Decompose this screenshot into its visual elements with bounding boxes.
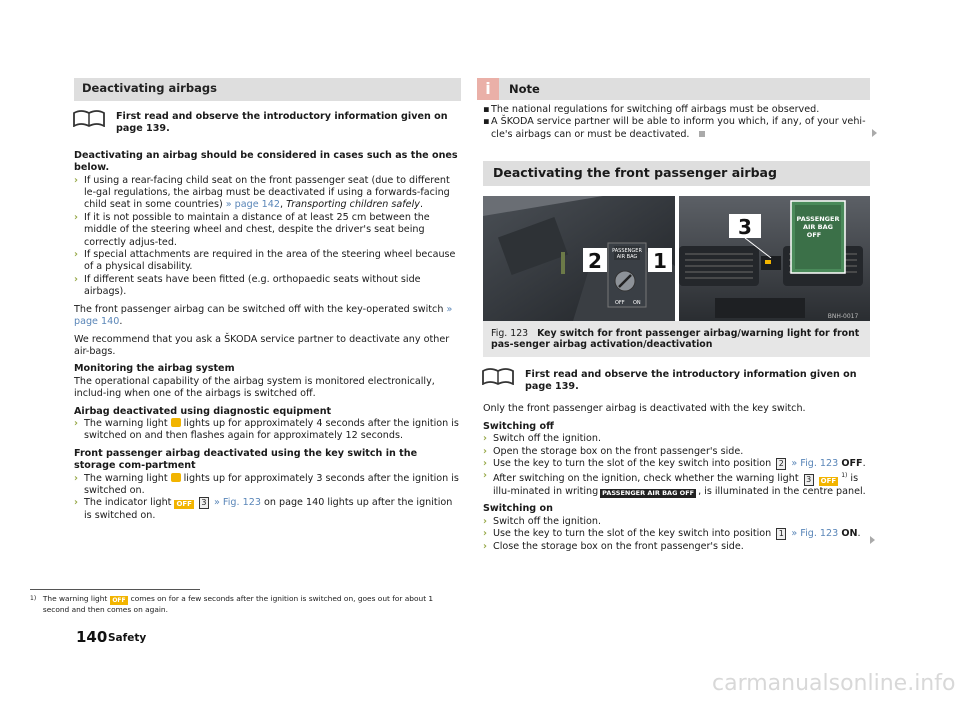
list-item: › If using a rear-facing child seat on the front passenger seat (due to different le-gal regulations, the airbag must be deactivated if using a forwards-facing child seat in some countries) » page 142, Transporting children safely. xyxy=(74,174,450,211)
switch-on-heading: Switching on xyxy=(483,503,553,515)
figure-caption: Fig. 123 Key switch for front passenger airbag/warning light for front pas-senger airbag activation/deactivation xyxy=(483,321,870,357)
airbag-warning-icon xyxy=(171,473,181,482)
figure-code: BNH-0017 xyxy=(827,312,859,320)
callout-2: 2 xyxy=(588,248,602,273)
switch-off-label: OFF xyxy=(615,299,625,306)
figure-link[interactable]: » Fig. 123 xyxy=(791,528,839,540)
airbag-off-indicator-icon: OFF xyxy=(112,597,126,604)
paragraph: The front passenger airbag can be switched off with the key-operated switch » page 140. xyxy=(74,303,453,328)
read-first-block xyxy=(74,109,461,136)
list-item: › Close the storage box on the front passenger's side. xyxy=(483,540,744,552)
book-icon xyxy=(481,367,515,385)
note-header xyxy=(477,78,870,100)
zoom-label-3: OFF xyxy=(806,230,822,239)
list-item: › Switch off the ignition. xyxy=(483,515,602,527)
paragraph: We recommend that you ask a ŠKODA service partner to deactivate any other air-bags. xyxy=(74,333,450,357)
continue-marker-icon xyxy=(872,129,877,137)
list-item: ▪ The national regulations for switching off airbags must be observed. xyxy=(483,104,820,115)
list-item: › Open the storage box on the front passenger's side. xyxy=(483,445,744,457)
list-item: › If it is not possible to maintain a distance of at least 25 cm between the middle of the steering wheel and chest, despite the driver's seat being correctly adjus-ted. xyxy=(74,211,430,248)
right-column xyxy=(483,78,870,553)
position-number: 2 xyxy=(776,458,786,470)
footnote: 1) The warning light OFF comes on for a few seconds after the ignition is switched on, goes out for about 1 second and then comes on again. xyxy=(30,594,434,614)
passenger-airbag-off-badge: PASSENGER AIR BAG OFF xyxy=(602,489,695,498)
position-number: 1 xyxy=(776,528,786,540)
callout-3: 3 xyxy=(738,214,752,239)
page-number: 140 xyxy=(76,628,108,646)
page-link[interactable]: » page 142 xyxy=(225,199,280,211)
zoom-label-2: AIR BAG xyxy=(802,222,834,231)
key-heading: Front passenger airbag deactivated using the key switch in the storage com-partment xyxy=(74,447,418,472)
section-title: Deactivating airbags xyxy=(74,78,461,101)
figure-link[interactable]: » Fig. 123 xyxy=(791,458,839,470)
list-item: ▪ A ŠKODA service partner will be able to inform you which, if any, of your vehi-cle's airbags can or must be deactivated. xyxy=(483,116,866,140)
left-column xyxy=(74,78,461,522)
list-item: › The warning light lights up for approximately 4 seconds after the ignition is switched on and then flashes again for approximately 12 seconds. xyxy=(74,417,459,442)
position-number: 3 xyxy=(199,497,209,509)
figure-photo xyxy=(483,196,870,321)
info-icon: i xyxy=(477,78,499,100)
list-item: › The indicator light OFF 3 » Fig. 123 on page 140 lights up after the ignition is switched on. xyxy=(74,497,453,521)
diag-heading: Airbag deactivated using diagnostic equipment xyxy=(74,405,332,417)
note-list xyxy=(483,104,870,141)
airbag-warning-icon xyxy=(171,418,181,427)
list-item: › After switching on the ignition, check whether the warning light 3 OFF$^{1)}$ is illu-minated in writing PASSENGER AIR BAG OFF , is illuminated in the centre panel. xyxy=(483,470,866,498)
read-first-text: First read and observe the introductory information given on page 139. xyxy=(116,111,448,135)
list-item: › If different seats have been fitted (e.g. orthopaedic seats without side airbags). xyxy=(74,273,421,298)
airbag-off-indicator-icon: OFF xyxy=(176,500,192,509)
list-item: › If special attachments are required in the area of the steering wheel because of a physical disability. xyxy=(74,249,456,273)
continue-marker-icon xyxy=(870,536,875,544)
section-title: Deactivating the front passenger airbag xyxy=(483,161,870,185)
switch-label-1: PASSENGER xyxy=(612,247,642,254)
monitor-heading: Monitoring the airbag system xyxy=(74,363,235,375)
callout-1: 1 xyxy=(653,248,667,273)
note-title: Note xyxy=(509,81,540,96)
dashboard-photo xyxy=(483,196,870,321)
intro-heading: Deactivating an airbag should be considered in cases such as the ones below. xyxy=(74,149,458,174)
paragraph: Only the front passenger airbag is deactivated with the key switch. xyxy=(483,403,806,415)
airbag-off-indicator-icon: OFF xyxy=(820,476,837,485)
read-first-text: First read and observe the introductory information given on page 139. xyxy=(525,368,857,393)
figure-link[interactable]: » Fig. 123 xyxy=(214,497,261,509)
switch-on-label: ON xyxy=(633,299,641,306)
position-number: 3 xyxy=(804,474,814,486)
switch-off-heading: Switching off xyxy=(483,420,554,432)
page-link[interactable]: » page 140 xyxy=(74,303,453,328)
zoom-label-1: PASSENGER xyxy=(796,214,840,223)
read-first-block xyxy=(483,367,870,394)
list-item: › The warning light lights up for approximately 3 seconds after the ignition is switched on. xyxy=(74,472,459,496)
page-section: Safety xyxy=(108,632,147,644)
book-icon xyxy=(72,109,106,127)
list-item: › Use the key to turn the slot of the key switch into position 2 » Fig. 123 OFF. xyxy=(483,458,866,470)
end-marker-icon xyxy=(699,131,705,137)
list-item: › Use the key to turn the slot of the key switch into position 1 » Fig. 123 ON. xyxy=(483,528,861,540)
switch-label-2: AIR BAG xyxy=(616,253,638,260)
watermark: carmanualsonline.info xyxy=(712,671,956,696)
footnote-divider xyxy=(30,589,200,590)
monitor-block: Monitoring the airbag system The operational capability of the airbag system is monitored electronically, includ-ing when one of the airbags is switched off. xyxy=(74,363,435,400)
list-item: › Switch off the ignition. xyxy=(483,433,602,445)
